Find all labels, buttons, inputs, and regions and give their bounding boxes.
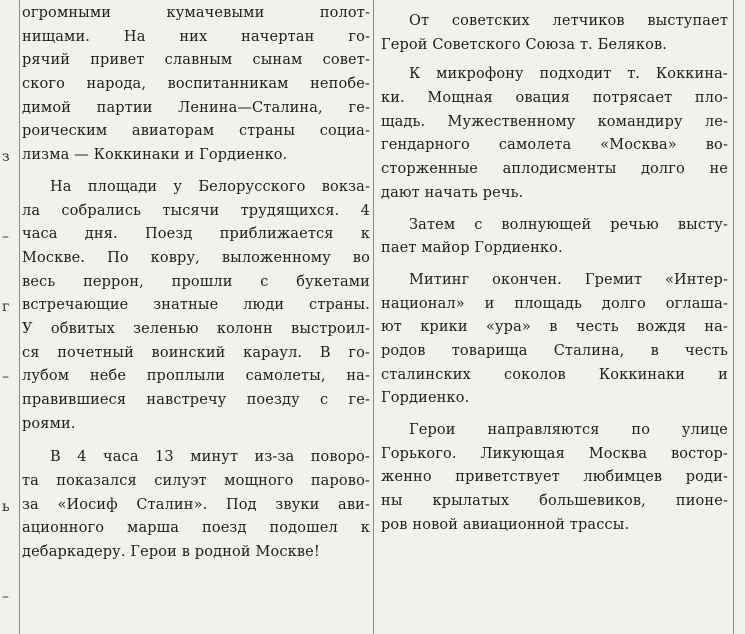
edge-fragment: – — [2, 229, 9, 245]
text-line: димой партии Ленина—Сталина, ге- — [22, 99, 370, 116]
text-line: нищами. На них начертан го- — [22, 28, 370, 45]
text-line: роями. — [22, 415, 76, 432]
text-line: гендарного самолета «Москва» во- — [381, 137, 728, 154]
right-paragraph-4 — [381, 269, 728, 411]
text-line: От советских летчиков выступает — [409, 13, 728, 29]
edge-fragment: – — [2, 589, 9, 605]
text-line: часа дня. Поезд приближается к — [22, 226, 370, 243]
text-line: лубом небе проплыли самолеты, на- — [22, 368, 370, 385]
text-line: встречающие знатные люди страны. — [22, 297, 370, 314]
text-line: Герой Советского Союза т. Беляков. — [381, 36, 668, 53]
text-line: Герои направляются по улице — [409, 422, 728, 438]
right-paragraph-5 — [381, 419, 728, 537]
left-paragraph-2 — [22, 176, 370, 437]
text-line: лизма — Коккинаки и Гордиенко. — [22, 147, 288, 164]
text-line: пает майор Гордиенко. — [381, 240, 563, 257]
text-line: В 4 часа 13 минут из-за поворо- — [50, 449, 370, 466]
text-line: К микрофону подходит т. Коккина- — [409, 66, 728, 83]
text-line: за «Иосиф Сталин». Под звуки ави- — [22, 496, 370, 513]
text-line: ся почетный воинский караул. В го- — [22, 344, 370, 361]
text-line: рячий привет славным сынам совет- — [22, 52, 370, 69]
text-line: ационного марша поезд подошел к — [22, 520, 370, 537]
right-column — [381, 10, 728, 537]
text-line: Митинг окончен. Гремит «Интер- — [409, 271, 728, 288]
text-line: родов товарища Сталина, в честь — [381, 342, 728, 359]
text-line: сторженные аплодисменты долго не — [381, 161, 728, 178]
right-paragraph-2 — [381, 63, 728, 205]
text-line: ского народа, воспитанникам непобе- — [22, 76, 370, 93]
text-line: На площади у Белорусского вокза- — [50, 178, 370, 195]
left-column — [22, 2, 370, 565]
text-line: Гордиенко. — [381, 390, 470, 407]
text-line: ров новой авиационной трассы. — [381, 516, 630, 533]
text-line: ны крылатых большевиков, пионе- — [381, 493, 728, 510]
text-line: роическим авиаторам страны социа- — [22, 123, 370, 140]
left-edge-fragments — [0, 0, 16, 634]
text-line: щадь. Мужественному командиру ле- — [381, 113, 728, 130]
left-paragraph-1 — [22, 2, 370, 168]
text-line: Москве. По ковру, выложенному во — [22, 249, 370, 266]
text-line: правившиеся навстречу поезду с ге- — [22, 392, 370, 408]
right-paragraph-3 — [381, 214, 728, 261]
text-line: дают начать речь. — [381, 184, 524, 201]
text-line: весь перрон, прошли с букетами — [22, 273, 370, 290]
right-paragraph-1 — [381, 10, 728, 57]
text-line: У обвитых зеленью колонн выстроил- — [22, 320, 370, 337]
text-line: национал» и площадь долго оглаша- — [381, 295, 728, 312]
column-rule-middle — [373, 0, 374, 634]
text-line: ки. Мощная овация потрясает пло- — [381, 90, 728, 107]
column-rule-left — [19, 0, 20, 634]
edge-fragment: – — [2, 369, 9, 385]
text-line: дебаркадеру. Герои в родной Москве! — [22, 544, 320, 561]
text-line: сталинских соколов Коккинаки и — [381, 366, 728, 383]
left-paragraph-3 — [22, 446, 370, 564]
edge-fragment: г — [2, 299, 10, 315]
text-line: ют крики «ура» в честь вождя на- — [381, 319, 728, 336]
text-line: Затем с волнующей речью высту- — [409, 216, 728, 233]
text-line: женно приветствует любимцев роди- — [381, 469, 728, 486]
text-line: ла собрались тысячи трудящихся. 4 — [22, 202, 370, 219]
text-line: огромными кумачевыми полот- — [22, 5, 370, 21]
text-line: та показался силуэт мощного парово- — [22, 473, 370, 490]
column-rule-right — [733, 0, 734, 634]
edge-fragment: ь — [2, 499, 10, 515]
text-line: Горького. Ликующая Москва востор- — [381, 445, 728, 462]
edge-fragment: з — [2, 149, 10, 165]
